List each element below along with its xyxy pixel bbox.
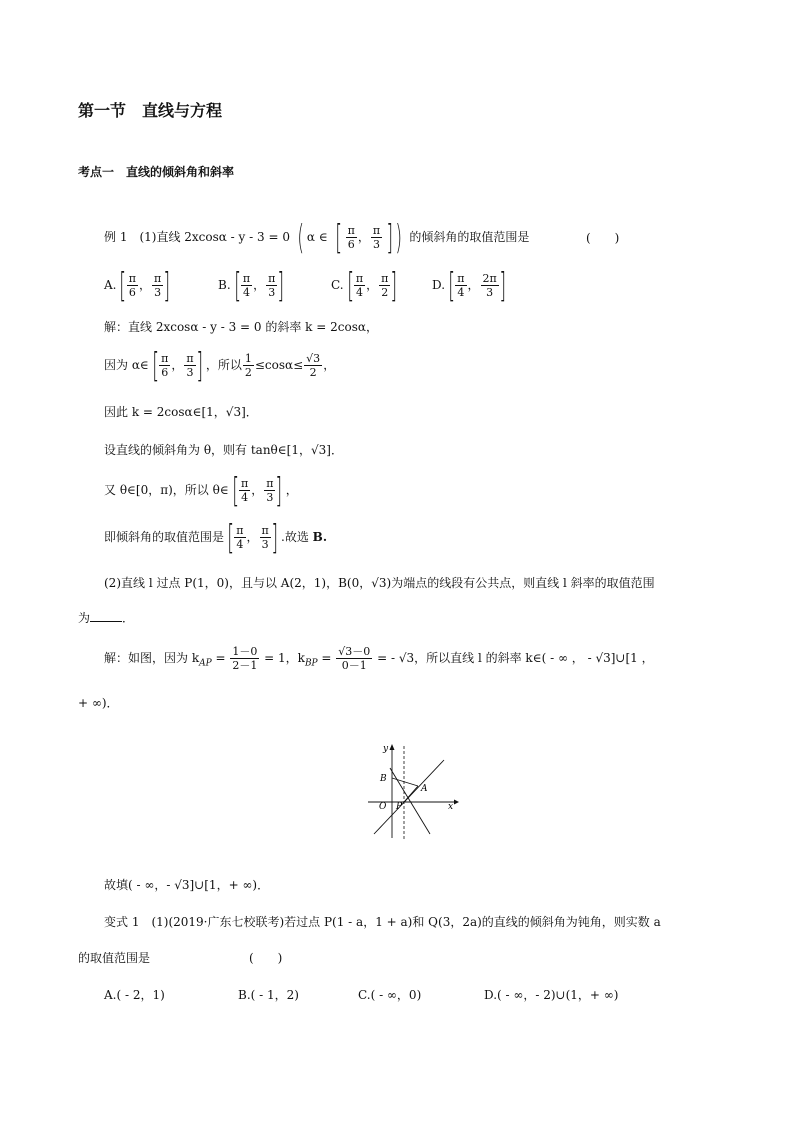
bracket-close: ]: [386, 217, 393, 258]
ex1-option-d: D.[ $\frac{\pi}{4}$ ， $\frac{2\pi}{3}$ ]: [432, 265, 506, 306]
ex1-solution-line2: 因为 α∈[ $\frac{\pi}{6}$ ， $\frac{\pi}{3}$ ] ，所以 $\frac{1}{2}$ ≤cosα≤ $\frac{√3}{2}$ ，: [104, 345, 336, 386]
page-heading: 第一节 直线与方程: [78, 101, 223, 120]
ex1-option-b: B.[ $\frac{\pi}{4}$ ， $\frac{\pi}{3}$ ]: [218, 265, 285, 306]
ex1b-question-line2: 为 ．: [78, 611, 135, 625]
ex1b-solution: 解：如图，因为 $k_{AP}$ = $\frac{1-0}{2-1}$ = 1，$k_{BP}$ = $\frac{√3-0}{0-1}$ = - √3，所以直线 l 的斜率 k∈( - ∞ ， - √3]∪[1 ，: [104, 645, 654, 672]
y-label: y: [383, 744, 389, 754]
var1-question-line2: 的取值范围是: [78, 951, 151, 965]
var1-answer-paren: ( ): [249, 951, 283, 965]
var1-option-c: C.( - ∞，0): [358, 988, 422, 1002]
ex1-q-prefix: 例 1 (1)直线 2xcosα - y - 3 = 0: [104, 230, 290, 244]
var1-question-line1: 变式 1 (1)(2019·广东七校联考)若过点 P(1 - a，1 + a)和 Q(3，2a)的直线的倾斜角为钝角，则实数 a: [104, 915, 661, 929]
ex1-q-alpha: α ∈: [306, 230, 328, 244]
var1-option-d: D.( - ∞，- 2)∪(1，+ ∞): [484, 988, 619, 1002]
ex1b-final-answer: 故填( - ∞，- √3]∪[1，+ ∞)．: [104, 878, 270, 892]
ex1-solution-line4: 设直线的倾斜角为 θ，则有 tanθ∈[1，√3]．: [104, 443, 343, 457]
x-axis-arrow: [454, 800, 459, 805]
point-p-label: P: [396, 802, 403, 812]
fraction: $\frac{\pi}{6}$: [347, 224, 355, 251]
ex1-question: 例 1 (1)直线 2xcosα - y - 3 = 0 ( α ∈ [ $\frac{\pi}{6}$ ， $\frac{\pi}{3}$ ]) 的倾斜角的取值范围是: [104, 217, 530, 258]
ex1-solution-line3: 因此 k = 2cosα∈[1，√3]．: [104, 405, 258, 419]
point-a-label: A: [421, 784, 428, 794]
ex1-answer-paren: ( ): [586, 231, 620, 245]
y-axis-arrow: [390, 744, 395, 750]
paren-open: (: [297, 217, 304, 258]
ex1-solution-line5: 又 θ∈[0，π)，所以 θ∈[ $\frac{\pi}{4}$ ， $\frac{\pi}{3}$ ] ，: [104, 470, 298, 511]
coordinate-figure: [364, 742, 460, 840]
ex1-solution-line6: 即倾斜角的取值范围是[ $\frac{\pi}{4}$ ， $\frac{\pi}{3}$ ] .故选 B.: [104, 517, 327, 558]
answer-blank: [90, 609, 122, 622]
ex1-option-a: A.[ $\frac{\pi}{6}$ ， $\frac{\pi}{3}$ ]: [104, 265, 171, 306]
line-slope-negative: [390, 768, 430, 834]
line-slope-positive: [374, 760, 444, 834]
var1-option-b: B.( - 1，2): [238, 988, 299, 1002]
ex1-solution-line1: 解：直线 2xcosα - y - 3 = 0 的斜率 k = 2cosα，: [104, 320, 378, 334]
ex1-option-c: C.[ $\frac{\pi}{4}$ ， $\frac{\pi}{2}$ ]: [331, 265, 398, 306]
origin-label: O: [379, 802, 387, 812]
point-b-label: B: [380, 774, 387, 784]
ex1b-question-line1: (2)直线 l 过点 P(1，0)，且与以 A(2，1)，B(0，√3)为端点的线段有公共点，则直线 l 斜率的取值范围: [104, 576, 655, 590]
x-label: x: [448, 802, 454, 812]
fraction: $\frac{\pi}{3}$: [372, 224, 381, 251]
bracket-open: [: [334, 217, 342, 258]
var1-option-a: A.( - 2，1): [104, 988, 165, 1002]
paren-close: ): [395, 217, 403, 258]
section-title: 考点一 直线的倾斜角和斜率: [78, 165, 235, 179]
segment-ab: [392, 778, 418, 786]
ex1-q-suffix: 的倾斜角的取值范围是: [409, 230, 530, 244]
ex1b-solution-line2: + ∞)．: [78, 696, 119, 710]
